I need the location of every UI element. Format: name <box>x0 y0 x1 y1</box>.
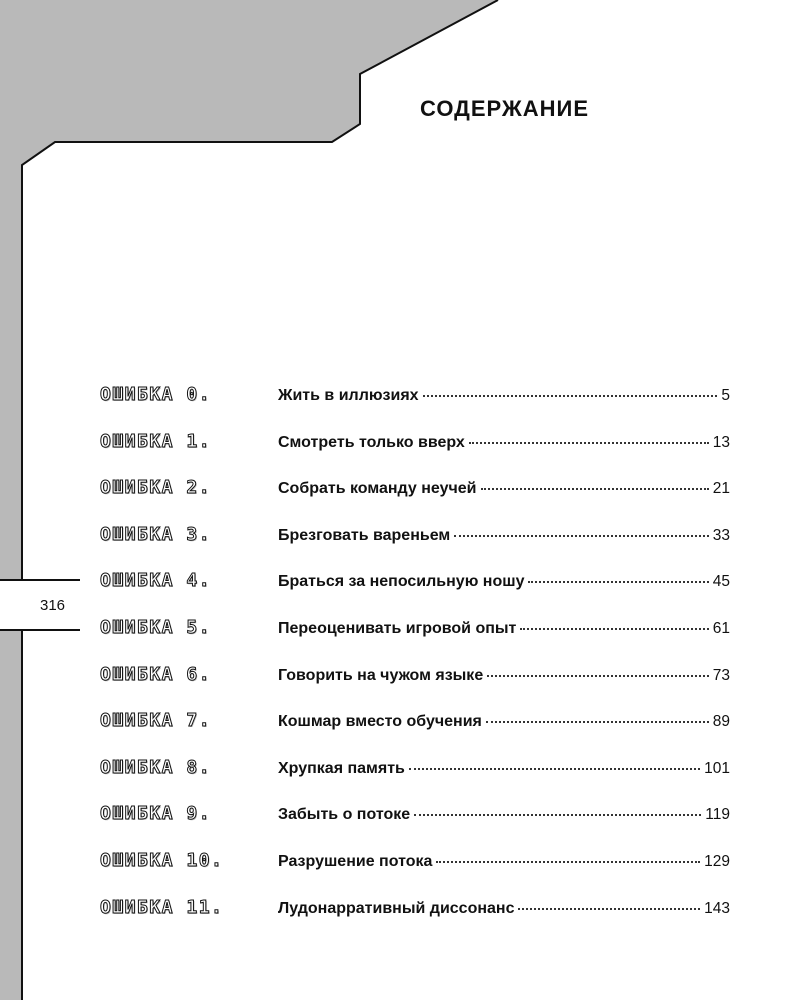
toc-entry-page: 143 <box>704 899 730 917</box>
toc-entry-title: Переоценивать игровой опыт <box>278 619 517 637</box>
toc-entry-title: Хрупкая память <box>278 759 405 777</box>
toc-leader-dots <box>487 675 709 677</box>
toc-entry[interactable] <box>100 607 730 654</box>
toc-entry-label: ОШИБКА 7. <box>100 710 212 732</box>
toc-entry-page: 89 <box>712 713 730 731</box>
toc-entry-page: 61 <box>712 619 730 637</box>
toc-entry-title: Брезговать вареньем <box>278 526 451 544</box>
toc-entry-page: 119 <box>705 806 730 824</box>
toc-entry-label: ОШИБКА 0. <box>100 384 212 405</box>
toc-leader-dots <box>486 721 709 723</box>
toc-leader-dots <box>520 628 708 630</box>
toc-leader-dots <box>454 535 709 537</box>
toc-entry[interactable] <box>100 421 730 468</box>
toc-entry-page: 101 <box>704 759 730 777</box>
toc-entry-title: Смотреть только вверх <box>278 433 465 451</box>
table-of-contents <box>100 374 730 933</box>
toc-entry-page: 33 <box>712 526 730 544</box>
toc-entry-label: ОШИБКА 5. <box>100 616 212 638</box>
toc-entry-title: Собрать команду неучей <box>278 480 477 498</box>
toc-leader-dots <box>518 908 700 910</box>
toc-entry-label: ОШИБКА 4. <box>100 570 212 592</box>
toc-entry-page: 73 <box>712 666 730 684</box>
toc-entry[interactable] <box>100 654 730 701</box>
toc-entry-page: 129 <box>704 852 730 870</box>
toc-leader-dots <box>414 814 701 816</box>
toc-leader-dots <box>528 581 708 583</box>
toc-leader-dots <box>423 395 718 397</box>
toc-entry-label: ОШИБКА 6. <box>100 663 212 685</box>
page-number: 316 <box>40 597 66 614</box>
toc-entry[interactable] <box>100 840 730 887</box>
toc-entry[interactable] <box>100 467 730 514</box>
toc-entry-label: ОШИБКА 3. <box>100 523 212 545</box>
page-title: СОДЕРЖАНИЕ <box>420 96 590 121</box>
toc-entry-label: ОШИБКА 11. <box>100 896 224 918</box>
toc-entry-title: Говорить на чужом языке <box>278 666 484 684</box>
toc-entry-title: Лудонарративный диссонанс <box>278 899 515 917</box>
toc-entry-page: 45 <box>712 573 730 591</box>
toc-leader-dots <box>469 442 709 444</box>
toc-leader-dots <box>409 768 700 770</box>
toc-entry-page: 5 <box>721 387 730 404</box>
toc-entry-label: ОШИБКА 2. <box>100 477 212 499</box>
toc-entry-label: ОШИБКА 9. <box>100 803 212 825</box>
toc-entry[interactable] <box>100 514 730 561</box>
toc-entry[interactable] <box>100 560 730 607</box>
toc-entry[interactable] <box>100 374 730 421</box>
toc-leader-dots <box>481 488 709 490</box>
toc-leader-dots <box>436 861 700 863</box>
toc-entry[interactable] <box>100 793 730 840</box>
toc-entry[interactable] <box>100 887 730 934</box>
page-number-tab <box>0 579 80 631</box>
toc-entry-label: ОШИБКА 1. <box>100 430 212 452</box>
toc-entry-page: 21 <box>712 480 730 498</box>
toc-entry-title: Забыть о потоке <box>278 806 411 824</box>
toc-entry-label: ОШИБКА 10. <box>100 849 224 871</box>
toc-entry-title: Жить в иллюзиях <box>278 387 419 404</box>
toc-entry-title: Разрушение потока <box>278 852 433 870</box>
toc-entry[interactable] <box>100 700 730 747</box>
toc-entry-title: Кошмар вместо обучения <box>278 713 482 731</box>
toc-entry-label: ОШИБКА 8. <box>100 756 212 778</box>
toc-entry-title: Браться за непосильную ношу <box>278 573 525 591</box>
toc-entry-page: 13 <box>712 433 730 451</box>
toc-entry[interactable] <box>100 747 730 794</box>
